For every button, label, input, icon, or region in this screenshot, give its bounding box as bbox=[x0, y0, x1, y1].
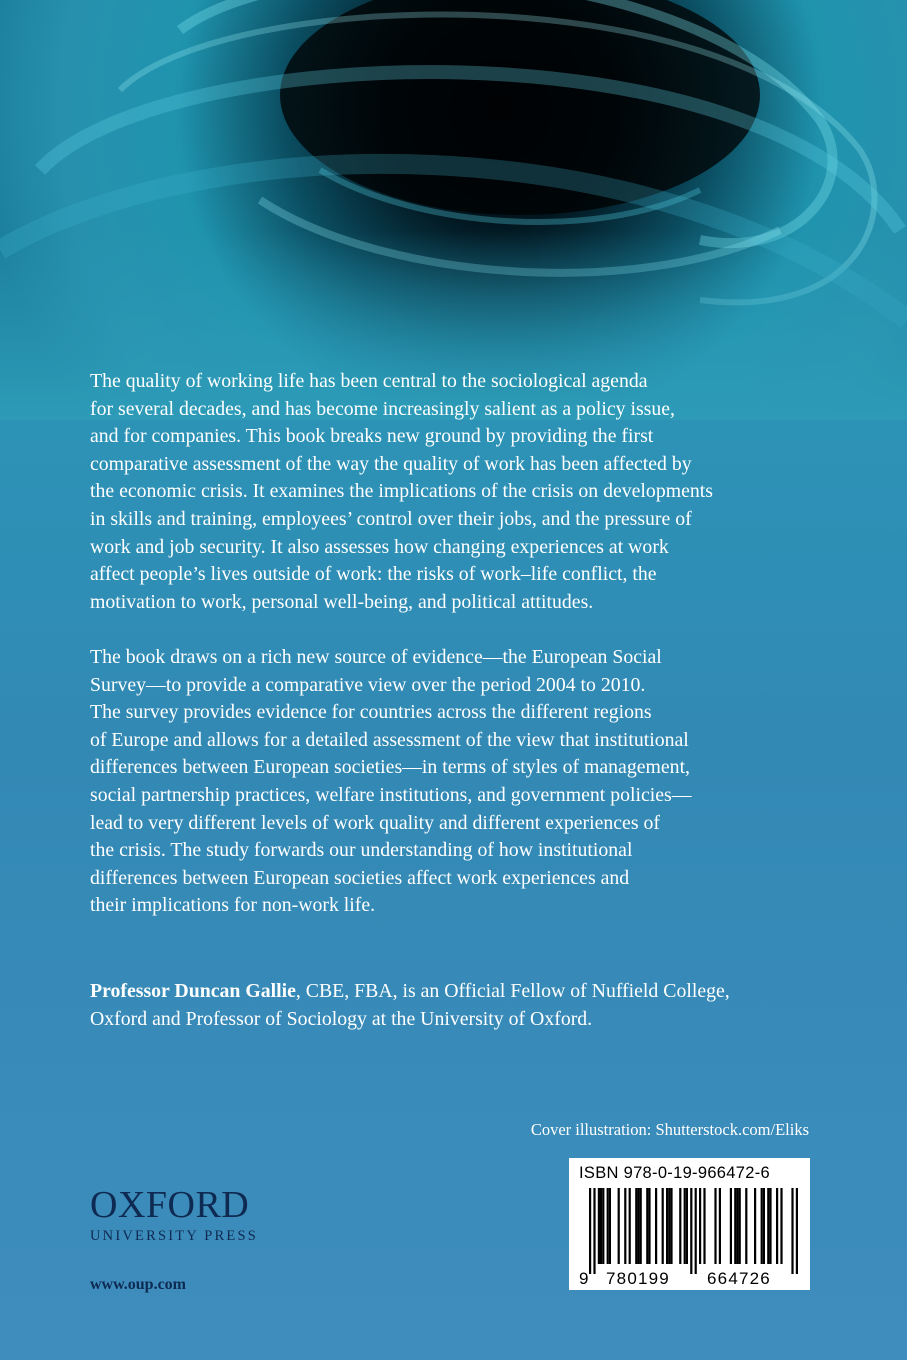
blurb-line: The survey provides evidence for countries across the different regions bbox=[90, 701, 652, 724]
blurb-paragraph-1 bbox=[90, 368, 830, 616]
blurb-line: lead to very different levels of work quality and different experiences of bbox=[90, 811, 660, 834]
barcode-bar bbox=[609, 1188, 611, 1264]
author-bio-line-1 bbox=[90, 978, 830, 1006]
barcode-bar bbox=[796, 1188, 798, 1274]
barcode-bar bbox=[769, 1188, 771, 1264]
barcode-bar bbox=[763, 1188, 765, 1264]
blurb-line: comparative assessment of the way the quality of work has been affected by bbox=[90, 452, 692, 475]
blurb-paragraph-2 bbox=[90, 644, 830, 920]
publisher-subname: UNIVERSITY PRESS bbox=[90, 1228, 259, 1244]
author-bio bbox=[90, 978, 830, 1033]
barcode-bar bbox=[618, 1188, 620, 1264]
blurb-line: in skills and training, employees’ control over their jobs, and the pressure of bbox=[90, 507, 692, 530]
blurb-line: their implications for non-work life. bbox=[90, 894, 376, 917]
barcode-bar bbox=[646, 1188, 648, 1264]
barcode-bar bbox=[776, 1188, 778, 1264]
blurb-line: The quality of working life has been central to the sociological agenda bbox=[90, 370, 648, 392]
cover-illustration-credit: Cover illustration: Shutterstock.com/Eliks bbox=[530, 1120, 809, 1139]
blurb-line: of Europe and allows for a detailed assessment of the view that institutional bbox=[90, 728, 689, 751]
barcode-bar bbox=[648, 1188, 650, 1264]
blurb-line: the economic crisis. It examines the implications of the crisis on developments bbox=[90, 480, 713, 503]
blurb-line: social partnership practices, welfare institutions, and government policies— bbox=[90, 783, 692, 806]
blurb-line: affect people’s lives outside of work: the risks of work–life conflict, the bbox=[90, 563, 657, 586]
barcode-bar bbox=[695, 1188, 697, 1274]
barcode-bar bbox=[767, 1188, 769, 1264]
blurb-line: Survey—to provide a comparative view over the period 2004 to 2010. bbox=[90, 673, 646, 696]
blurb-line: and for companies. This book breaks new ground by providing the first bbox=[90, 425, 654, 448]
barcode-bar bbox=[734, 1188, 736, 1264]
barcode-bar bbox=[666, 1188, 668, 1264]
publisher-logo bbox=[90, 1186, 258, 1245]
barcode-digits-right: 664726 bbox=[707, 1269, 771, 1288]
barcode-bar bbox=[714, 1188, 716, 1264]
swirl-cover-illustration bbox=[0, 0, 907, 420]
barcode-bar bbox=[670, 1188, 672, 1264]
barcode-digits-left: 780199 bbox=[606, 1269, 670, 1288]
barcode-bar bbox=[730, 1188, 732, 1264]
barcode-bar bbox=[679, 1188, 681, 1264]
barcode-bar bbox=[690, 1188, 692, 1274]
barcode-bar bbox=[780, 1188, 782, 1264]
barcode-bar bbox=[629, 1188, 631, 1264]
barcode-bar bbox=[703, 1188, 705, 1264]
barcode-bar bbox=[589, 1188, 591, 1274]
barcode-bar bbox=[662, 1188, 664, 1264]
barcode-bar bbox=[684, 1188, 686, 1264]
author-credentials: , CBE, FBA, is an Official Fellow of Nuffield College, bbox=[295, 980, 730, 1002]
blurb-line: The book draws on a rich new source of evidence—the European Social bbox=[90, 646, 662, 668]
barcode-bar bbox=[600, 1188, 602, 1264]
barcode-bar bbox=[736, 1188, 738, 1264]
barcode-bar bbox=[635, 1188, 637, 1264]
barcode-bar bbox=[640, 1188, 642, 1264]
barcode-bars bbox=[569, 1158, 810, 1290]
barcode-bar bbox=[739, 1188, 741, 1264]
blurb-line: the crisis. The study forwards our understanding of how institutional bbox=[90, 839, 633, 862]
isbn-label: ISBN 978-0-19-966472-6 bbox=[579, 1164, 770, 1182]
blurb-line: work and job security. It also assesses how changing experiences at work bbox=[90, 535, 669, 558]
barcode-bar bbox=[791, 1188, 793, 1274]
publisher-website: www.oup.com bbox=[90, 1276, 187, 1293]
barcode-bar bbox=[655, 1188, 657, 1264]
blurb-line: for several decades, and has become increasingly salient as a policy issue, bbox=[90, 397, 675, 420]
isbn-barcode bbox=[569, 1158, 810, 1290]
barcode-digit-prefix: 9 bbox=[579, 1269, 589, 1288]
barcode-bar bbox=[607, 1188, 609, 1264]
barcode-bar bbox=[668, 1188, 670, 1264]
barcode-bar bbox=[745, 1188, 747, 1264]
barcode-bar bbox=[593, 1188, 595, 1274]
author-name: Professor Duncan Gallie bbox=[90, 980, 296, 1002]
barcode-bar bbox=[602, 1188, 604, 1264]
author-bio-line-2: Oxford and Professor of Sociology at the University of Oxford. bbox=[90, 1007, 593, 1030]
barcode-bar bbox=[686, 1188, 688, 1264]
barcode-bar bbox=[719, 1188, 721, 1264]
publisher-name: OXFORD bbox=[90, 1184, 250, 1226]
blurb-line: differences between European societies affect work experiences and bbox=[90, 866, 630, 889]
blurb-line: motivation to work, personal well-being, and political attitudes. bbox=[90, 590, 594, 613]
barcode-bar bbox=[598, 1188, 600, 1264]
barcode-bar bbox=[637, 1188, 639, 1264]
blurb-line: differences between European societies—in terms of styles of management, bbox=[90, 756, 691, 779]
barcode-bar bbox=[624, 1188, 626, 1264]
barcode-bar bbox=[761, 1188, 763, 1264]
barcode-bar bbox=[699, 1188, 701, 1264]
barcode-bar bbox=[754, 1188, 756, 1264]
